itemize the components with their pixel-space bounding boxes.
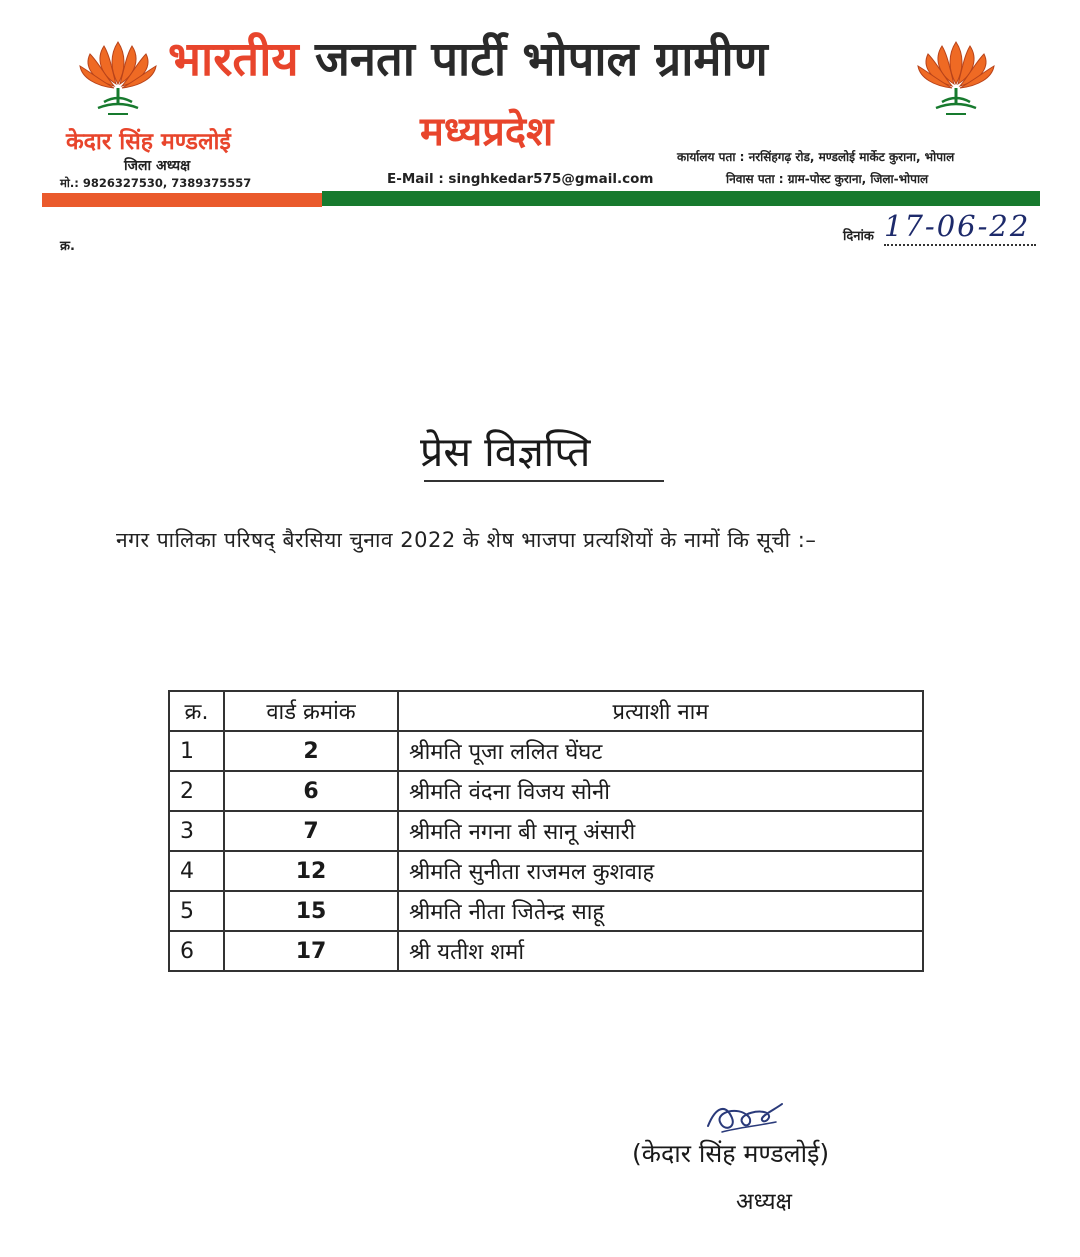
president-role: जिला अध्यक्ष	[124, 158, 191, 174]
letterhead-saffron-bar	[42, 193, 322, 207]
email-address: E-Mail : singhkedar575@gmail.com	[387, 171, 654, 187]
column-header-ward: वार्ड क्रमांक	[224, 691, 398, 731]
ward-cell: 17	[224, 931, 398, 971]
column-header-candidate: प्रत्याशी नाम	[398, 691, 923, 731]
candidate-cell: श्रीमति सुनीता राजमल कुशवाह	[398, 851, 923, 891]
lotus-icon	[912, 34, 1000, 120]
serial-cell: 6	[169, 931, 224, 971]
party-name-rest: जनता पार्टी भोपाल ग्रामीण	[315, 32, 768, 87]
table-row	[169, 851, 923, 891]
letterhead-green-bar	[322, 191, 1040, 206]
serial-cell: 4	[169, 851, 224, 891]
table-row	[169, 731, 923, 771]
table-row	[169, 891, 923, 931]
lotus-icon	[74, 34, 162, 120]
ward-cell: 12	[224, 851, 398, 891]
column-header-serial: क्र.	[169, 691, 224, 731]
office-address: कार्यालय पता : नरसिंहगढ़ रोड, मण्डलोई मार्केट कुराना, भोपाल	[677, 150, 955, 164]
date-label: दिनांक	[843, 229, 874, 244]
candidate-cell: श्रीमति वंदना विजय सोनी	[398, 771, 923, 811]
ward-cell: 15	[224, 891, 398, 931]
serial-cell: 5	[169, 891, 224, 931]
ward-cell: 2	[224, 731, 398, 771]
intro-paragraph: नगर पालिका परिषद् बैरसिया चुनाव 2022 के शेष भाजपा प्रत्यशियों के नामों कि सूची :–	[116, 528, 817, 552]
signatory-name: (केदार सिंह मण्डलोई)	[632, 1139, 830, 1168]
date-value: 17-06-22	[884, 208, 1036, 246]
signature-scribble	[702, 1096, 786, 1138]
ward-cell: 6	[224, 771, 398, 811]
signatory-role: अध्यक्ष	[736, 1189, 793, 1215]
ward-cell: 7	[224, 811, 398, 851]
candidate-table	[168, 690, 924, 972]
serial-cell: 3	[169, 811, 224, 851]
state-name: मध्यप्रदेश	[420, 109, 554, 155]
serial-cell: 1	[169, 731, 224, 771]
candidate-cell: श्रीमति पूजा ललित घेंघट	[398, 731, 923, 771]
table-row	[169, 811, 923, 851]
title-underline	[424, 480, 664, 482]
president-name: केदार सिंह मण्डलोई	[66, 129, 231, 155]
table-row	[169, 931, 923, 971]
party-name	[168, 28, 888, 92]
table-row	[169, 771, 923, 811]
president-mobile: मो.: 9826327530, 7389375557	[60, 176, 252, 190]
page-title: प्रेस विज्ञप्ति	[420, 428, 591, 476]
party-name-first: भारतीय	[168, 32, 299, 87]
candidate-cell: श्रीमति नीता जितेन्द्र साहू	[398, 891, 923, 931]
candidate-cell: श्रीमति नगना बी सानू अंसारी	[398, 811, 923, 851]
serial-cell: 2	[169, 771, 224, 811]
home-address: निवास पता : ग्राम-पोस्ट कुराना, जिला-भोपाल	[726, 172, 929, 186]
candidate-cell: श्री यतीश शर्मा	[398, 931, 923, 971]
table-header-row	[169, 691, 923, 731]
reference-label: क्र.	[60, 239, 75, 254]
